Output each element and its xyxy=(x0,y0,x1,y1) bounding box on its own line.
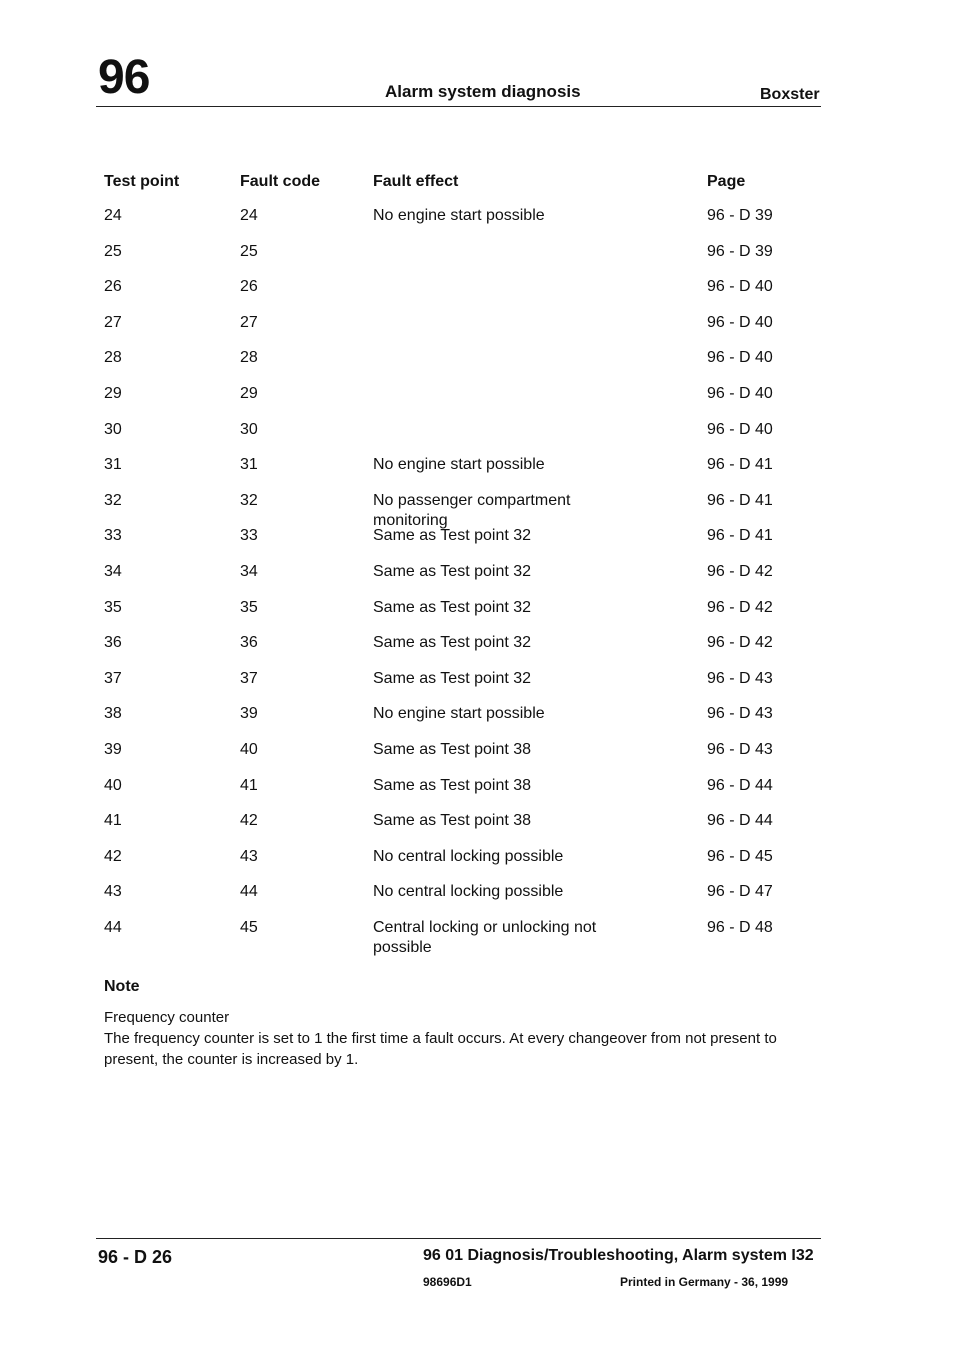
cell-test-point: 28 xyxy=(104,349,122,367)
page-number: 96 - D 26 xyxy=(98,1247,173,1267)
cell-test-point: 41 xyxy=(104,812,122,830)
cell-fault-effect: No central locking possible xyxy=(373,847,564,865)
cell-fault-code: 35 xyxy=(240,598,258,616)
cell-fault-code: 37 xyxy=(240,669,258,687)
table-row xyxy=(0,633,960,669)
model-name: Boxster xyxy=(760,86,820,103)
cell-page: 96 - D 41 xyxy=(707,527,773,545)
printed-info: Printed in Germany - 36, 1999 xyxy=(620,1275,789,1289)
table-row xyxy=(0,491,960,527)
cell-fault-code: 28 xyxy=(240,349,258,367)
table-row xyxy=(0,455,960,491)
cell-page: 96 - D 42 xyxy=(707,634,773,652)
cell-fault-code: 44 xyxy=(240,883,258,901)
table-row xyxy=(0,384,960,420)
cell-fault-code: 39 xyxy=(240,705,258,723)
fault-table xyxy=(0,206,960,966)
cell-fault-code: 40 xyxy=(240,740,258,758)
cell-fault-effect: Same as Test point 32 xyxy=(373,527,532,545)
cell-fault-effect: Central locking or unlocking not possible xyxy=(373,918,597,956)
note-body xyxy=(104,1007,814,1070)
section-title: 96 01 Diagnosis/Troubleshooting, Alarm system I32 xyxy=(423,1247,814,1264)
table-row xyxy=(0,882,960,918)
cell-fault-effect: Same as Test point 38 xyxy=(373,812,532,830)
cell-fault-code: 25 xyxy=(240,242,258,260)
column-header-fault-effect: Fault effect xyxy=(373,173,459,190)
cell-page: 96 - D 43 xyxy=(707,705,773,723)
table-row xyxy=(0,348,960,384)
cell-page: 96 - D 47 xyxy=(707,883,773,901)
cell-page: 96 - D 42 xyxy=(707,562,773,580)
cell-test-point: 34 xyxy=(104,562,122,580)
cell-fault-effect: No engine start possible xyxy=(373,456,545,474)
cell-test-point: 40 xyxy=(104,776,122,794)
table-row xyxy=(0,918,960,966)
cell-test-point: 30 xyxy=(104,420,122,438)
table-row xyxy=(0,598,960,634)
cell-fault-effect: Same as Test point 32 xyxy=(373,669,532,687)
table-row xyxy=(0,313,960,349)
cell-test-point: 39 xyxy=(104,740,122,758)
cell-fault-code: 24 xyxy=(240,207,258,224)
footer-rule xyxy=(96,1238,821,1239)
note-subtitle: Frequency counter xyxy=(104,1009,230,1026)
cell-test-point: 36 xyxy=(104,634,122,652)
cell-test-point: 42 xyxy=(104,847,122,865)
cell-page: 96 - D 40 xyxy=(707,420,773,438)
cell-page: 96 - D 44 xyxy=(707,812,773,830)
table-row xyxy=(0,669,960,705)
table-row xyxy=(0,776,960,812)
cell-fault-code: 27 xyxy=(240,313,258,331)
cell-fault-code: 26 xyxy=(240,278,258,296)
column-header-fault-code: Fault code xyxy=(240,173,321,190)
table-row xyxy=(0,847,960,883)
cell-fault-effect: Same as Test point 32 xyxy=(373,634,532,652)
table-row xyxy=(0,811,960,847)
cell-page: 96 - D 41 xyxy=(707,456,773,474)
cell-test-point: 25 xyxy=(104,242,122,260)
cell-fault-code: 42 xyxy=(240,812,258,830)
note-text: The frequency counter is set to 1 the first time a fault occurs. At every changeover from not present to present, the counter is increased by 1. xyxy=(104,1030,777,1068)
note-title: Note xyxy=(104,978,140,995)
cell-fault-code: 34 xyxy=(240,562,258,580)
cell-fault-effect: Same as Test point 32 xyxy=(373,562,532,580)
chapter-number: 96 xyxy=(98,51,150,104)
cell-page: 96 - D 43 xyxy=(707,740,773,758)
column-header-page: Page xyxy=(707,173,746,190)
cell-page: 96 - D 45 xyxy=(707,847,773,865)
cell-fault-effect: No central locking possible xyxy=(373,883,564,901)
cell-test-point: 27 xyxy=(104,313,122,331)
cell-fault-code: 36 xyxy=(240,634,258,652)
cell-fault-effect: Same as Test point 38 xyxy=(373,776,532,794)
cell-test-point: 37 xyxy=(104,669,122,687)
cell-test-point: 26 xyxy=(104,278,122,296)
table-row xyxy=(0,206,960,242)
column-header-test-point: Test point xyxy=(104,173,180,190)
cell-page: 96 - D 39 xyxy=(707,207,773,224)
cell-page: 96 - D 48 xyxy=(707,918,773,936)
cell-fault-code: 41 xyxy=(240,776,258,794)
table-row xyxy=(0,562,960,598)
cell-fault-effect: No passenger compartment monitoring xyxy=(373,491,571,529)
cell-test-point: 35 xyxy=(104,598,122,616)
cell-fault-effect: Same as Test point 38 xyxy=(373,740,532,758)
table-row xyxy=(0,420,960,456)
table-row xyxy=(0,242,960,278)
cell-test-point: 24 xyxy=(104,207,122,224)
cell-page: 96 - D 39 xyxy=(707,242,773,260)
cell-fault-code: 43 xyxy=(240,847,258,865)
table-row xyxy=(0,704,960,740)
cell-page: 96 - D 44 xyxy=(707,776,773,794)
page-title: Alarm system diagnosis xyxy=(385,82,581,101)
cell-test-point: 33 xyxy=(104,527,122,545)
cell-page: 96 - D 41 xyxy=(707,491,773,509)
cell-fault-code: 31 xyxy=(240,456,258,474)
cell-fault-code: 32 xyxy=(240,491,258,509)
cell-test-point: 32 xyxy=(104,491,122,509)
cell-test-point: 44 xyxy=(104,918,122,936)
cell-fault-effect: Same as Test point 32 xyxy=(373,598,532,616)
cell-test-point: 29 xyxy=(104,384,122,402)
cell-fault-code: 33 xyxy=(240,527,258,545)
cell-page: 96 - D 43 xyxy=(707,669,773,687)
cell-fault-effect: No engine start possible xyxy=(373,207,545,224)
cell-fault-code: 30 xyxy=(240,420,258,438)
cell-page: 96 - D 40 xyxy=(707,278,773,296)
cell-page: 96 - D 40 xyxy=(707,384,773,402)
document-code: 98696D1 xyxy=(423,1275,472,1289)
cell-test-point: 38 xyxy=(104,705,122,723)
table-row xyxy=(0,740,960,776)
header-rule xyxy=(96,106,821,107)
cell-fault-code: 29 xyxy=(240,384,258,402)
cell-page: 96 - D 40 xyxy=(707,349,773,367)
cell-test-point: 31 xyxy=(104,456,122,474)
cell-page: 96 - D 40 xyxy=(707,313,773,331)
cell-fault-code: 45 xyxy=(240,918,258,936)
cell-page: 96 - D 42 xyxy=(707,598,773,616)
cell-test-point: 43 xyxy=(104,883,122,901)
table-row xyxy=(0,526,960,562)
cell-fault-effect: No engine start possible xyxy=(373,705,545,723)
table-row xyxy=(0,277,960,313)
